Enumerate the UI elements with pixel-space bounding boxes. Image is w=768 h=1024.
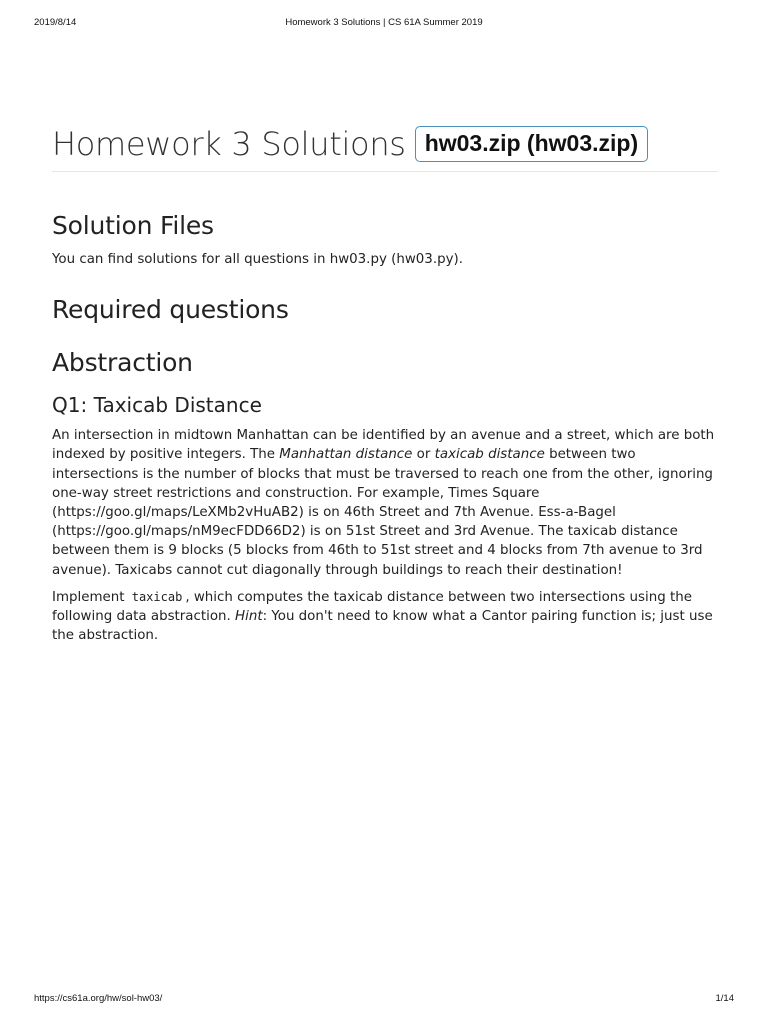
required-questions-heading: Required questions	[52, 295, 289, 325]
solution-files-heading: Solution Files	[52, 211, 214, 240]
taxicab-code: taxicab	[131, 589, 183, 604]
print-footer	[34, 993, 734, 1007]
print-header	[34, 17, 734, 31]
page-number: 1/14	[715, 993, 734, 1004]
page-title: Homework 3 Solutions	[52, 125, 406, 163]
q1-p1-em-taxicab: taxicab distance	[434, 447, 545, 463]
main-content	[52, 120, 718, 645]
q1-p1-text-b: or	[412, 447, 435, 463]
q1-paragraph-1	[52, 426, 718, 580]
title-row	[52, 120, 718, 172]
q1-paragraph-2	[52, 588, 718, 646]
q1-p1-em-manhattan: Manhattan distance	[279, 447, 413, 463]
solution-files-text: You can find solutions for all questions in hw03.py (hw03.py).	[52, 252, 463, 267]
q1-p2-text-c: : You don't need to know what a Cantor pairing function is; just use the abstraction.	[52, 609, 713, 644]
print-doc-title: Homework 3 Solutions | CS 61A Summer 2019	[285, 17, 483, 28]
q1-p2-text-a: Implement	[52, 589, 129, 605]
q1-p2-hint: Hint	[235, 609, 263, 625]
q1-p1-text-a: An intersection in midtown Manhattan can be identified by an avenue and a street, which are both indexed by positive integers. The	[52, 428, 715, 463]
q1-p2-text-b: , which computes the taxicab distance between two intersections using the following data abstraction.	[52, 589, 692, 625]
q1-heading: Q1: Taxicab Distance	[52, 393, 262, 418]
abstraction-heading: Abstraction	[52, 348, 193, 378]
hw03-zip-link[interactable]: hw03.zip (hw03.zip)	[415, 126, 648, 162]
print-url: https://cs61a.org/hw/sol-hw03/	[34, 993, 163, 1004]
print-date: 2019/8/14	[34, 17, 77, 28]
q1-p1-text-c: between two intersections is the number of blocks that must be traversed to reach one from the other, ignoring one-way street restrictions and construction. For example, Times Square (https://goo.gl/maps/LeXMb2vHuAB2) is on 46th Street and 7th Avenue. Ess-a-Bagel (https://goo.gl/maps/nM9ecFDD66D2) is on 51st Street and 3rd Avenue. The taxicab distance between them is 9 blocks (5 blocks from 46th to 51st street and 4 blocks from 7th avenue to 3rd avenue). Taxicabs cannot cut diagonally through buildings to reach their destination!	[52, 447, 713, 578]
